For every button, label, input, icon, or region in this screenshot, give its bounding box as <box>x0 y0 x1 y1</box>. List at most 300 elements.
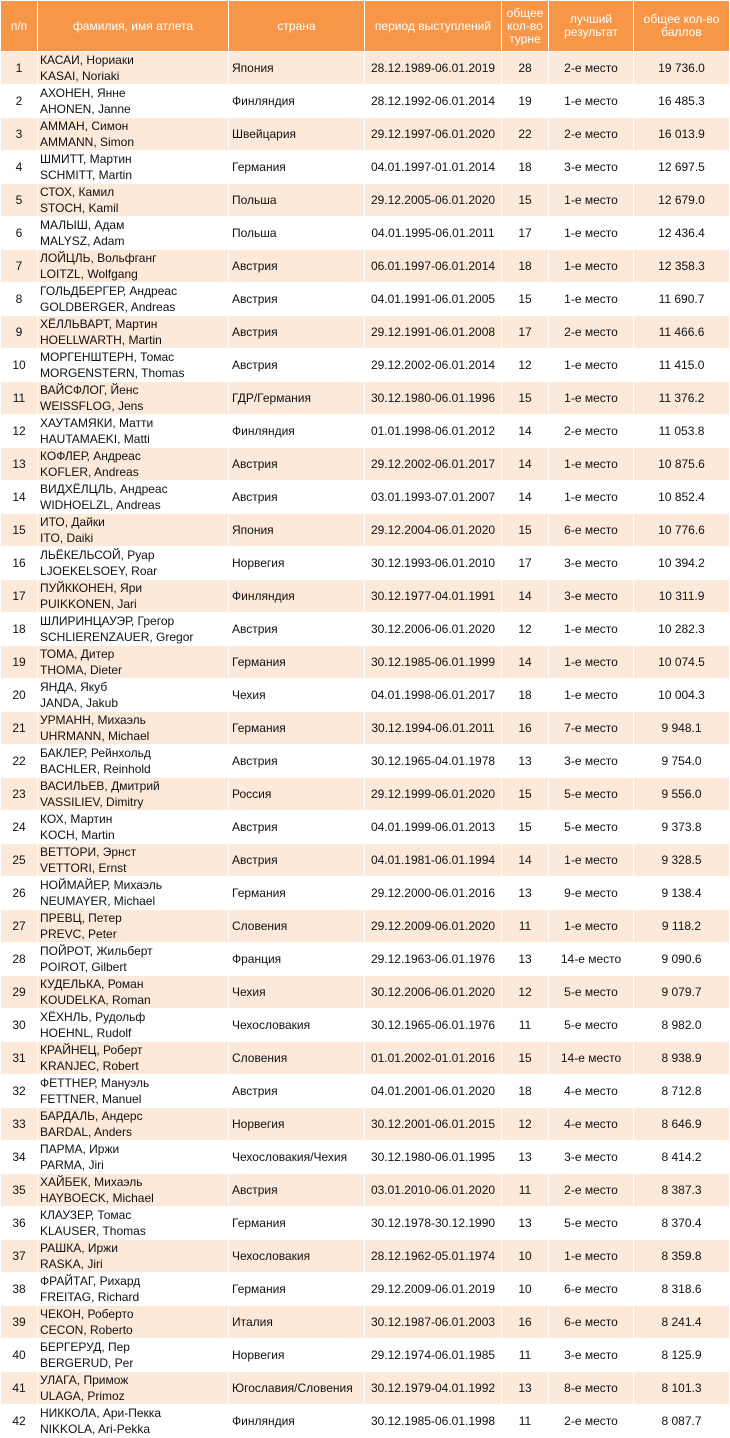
cell-num: 16 <box>1 547 38 580</box>
cell-athlete-name <box>38 976 229 1009</box>
cell-tours: 13 <box>502 745 549 778</box>
athlete-name-ru: КУДЕЛЬКА, Роман <box>40 977 144 991</box>
cell-num: 4 <box>1 151 38 184</box>
cell-tours: 16 <box>502 1306 549 1339</box>
cell-country: Германия <box>229 1207 365 1240</box>
athlete-name-latin: KOCH, Martin <box>40 828 115 842</box>
cell-tours: 17 <box>502 547 549 580</box>
cell-num: 29 <box>1 976 38 1009</box>
athlete-name-latin: RASKA, Jiri <box>40 1257 103 1271</box>
athlete-name-ru: ПУЙККОНЕН, Яри <box>40 581 143 595</box>
cell-best-result: 14-е место <box>549 943 634 976</box>
cell-country: Чехословакия <box>229 1240 365 1273</box>
cell-athlete-name <box>38 778 229 811</box>
cell-tours: 15 <box>502 514 549 547</box>
cell-tours: 18 <box>502 250 549 283</box>
athlete-name-latin: PUIKKONEN, Jari <box>40 597 137 611</box>
athlete-name-latin: CECON, Roberto <box>40 1323 133 1337</box>
cell-period: 30.12.1965-06.01.1976 <box>365 1009 502 1042</box>
cell-athlete-name <box>38 1372 229 1405</box>
cell-athlete-name <box>38 448 229 481</box>
cell-best-result: 1-е место <box>549 910 634 943</box>
table-row <box>1 1273 730 1306</box>
athlete-name-latin: VETTORI, Ernst <box>40 861 127 875</box>
athlete-name-latin: GOLDBERGER, Andreas <box>40 300 176 314</box>
cell-country: Чехия <box>229 976 365 1009</box>
cell-points: 9 118.2 <box>634 910 730 943</box>
cell-athlete-name <box>38 1075 229 1108</box>
table-row <box>1 349 730 382</box>
cell-num: 30 <box>1 1009 38 1042</box>
cell-athlete-name <box>38 415 229 448</box>
cell-num: 19 <box>1 646 38 679</box>
header-best: лучший результат <box>549 1 634 52</box>
athlete-name-latin: MORGENSTERN, Thomas <box>40 366 185 380</box>
cell-country: Финляндия <box>229 580 365 613</box>
cell-points: 8 370.4 <box>634 1207 730 1240</box>
cell-points: 10 394.2 <box>634 547 730 580</box>
cell-country: Германия <box>229 646 365 679</box>
cell-athlete-name <box>38 712 229 745</box>
cell-period: 06.01.1997-06.01.2014 <box>365 250 502 283</box>
cell-num: 12 <box>1 415 38 448</box>
cell-period: 30.12.1985-06.01.1998 <box>365 1405 502 1438</box>
cell-points: 10 875.6 <box>634 448 730 481</box>
cell-tours: 12 <box>502 976 549 1009</box>
cell-best-result: 1-е место <box>549 448 634 481</box>
cell-country: Финляндия <box>229 415 365 448</box>
cell-athlete-name <box>38 646 229 679</box>
cell-points: 8 646.9 <box>634 1108 730 1141</box>
cell-athlete-name <box>38 481 229 514</box>
athlete-name-ru: ВИДХЁЛЦЛЬ, Андреас <box>40 482 168 496</box>
athlete-name-latin: VASSILIEV, Dimitry <box>40 795 144 809</box>
cell-country: ГДР/Германия <box>229 382 365 415</box>
cell-num: 42 <box>1 1405 38 1438</box>
cell-tours: 14 <box>502 415 549 448</box>
cell-athlete-name <box>38 844 229 877</box>
table-row <box>1 646 730 679</box>
cell-tours: 11 <box>502 1174 549 1207</box>
cell-points: 12 436.4 <box>634 217 730 250</box>
cell-tours: 13 <box>502 877 549 910</box>
athlete-name-ru: УРМАНН, Михаэль <box>40 713 146 727</box>
athlete-name-ru: ПРЕВЦ, Петер <box>40 911 122 925</box>
cell-athlete-name <box>38 250 229 283</box>
cell-num: 18 <box>1 613 38 646</box>
cell-points: 8 087.7 <box>634 1405 730 1438</box>
athlete-name-ru: НОЙМАЙЕР, Михаэль <box>40 878 163 892</box>
cell-athlete-name <box>38 217 229 250</box>
table-row <box>1 316 730 349</box>
cell-tours: 12 <box>502 613 549 646</box>
cell-num: 1 <box>1 52 38 85</box>
cell-tours: 14 <box>502 448 549 481</box>
cell-country: Австрия <box>229 448 365 481</box>
cell-num: 28 <box>1 943 38 976</box>
cell-country: Франция <box>229 943 365 976</box>
cell-best-result: 1-е место <box>549 1240 634 1273</box>
athlete-name-ru: ЧЕКОН, Роберто <box>40 1307 134 1321</box>
cell-points: 9 373.8 <box>634 811 730 844</box>
cell-tours: 17 <box>502 316 549 349</box>
cell-num: 8 <box>1 283 38 316</box>
cell-country: Австрия <box>229 316 365 349</box>
cell-period: 04.01.1997-01.01.2014 <box>365 151 502 184</box>
cell-athlete-name <box>38 811 229 844</box>
cell-best-result: 6-е место <box>549 1306 634 1339</box>
athlete-name-latin: FREITAG, Richard <box>40 1290 140 1304</box>
cell-country: Австрия <box>229 1174 365 1207</box>
athlete-name-ru: ЛЬЁКЕЛЬСОЙ, Руар <box>40 548 155 562</box>
cell-country: Австрия <box>229 811 365 844</box>
cell-points: 12 697.5 <box>634 151 730 184</box>
cell-period: 30.12.1985-06.01.1999 <box>365 646 502 679</box>
cell-period: 30.12.1977-04.01.1991 <box>365 580 502 613</box>
athlete-name-ru: КАСАИ, Нориаки <box>40 53 134 67</box>
cell-num: 13 <box>1 448 38 481</box>
cell-period: 30.12.2006-06.01.2020 <box>365 976 502 1009</box>
cell-athlete-name <box>38 943 229 976</box>
cell-country: Словения <box>229 910 365 943</box>
cell-country: Норвегия <box>229 1339 365 1372</box>
cell-num: 14 <box>1 481 38 514</box>
cell-points: 8 387.3 <box>634 1174 730 1207</box>
cell-num: 26 <box>1 877 38 910</box>
athlete-name-latin: ITO, Daiki <box>40 531 94 545</box>
athlete-name-latin: LJOEKELSOEY, Roar <box>40 564 158 578</box>
cell-points: 8 318.6 <box>634 1273 730 1306</box>
cell-best-result: 1-е место <box>549 349 634 382</box>
cell-num: 7 <box>1 250 38 283</box>
cell-tours: 22 <box>502 118 549 151</box>
athlete-name-latin: WIDHOELZL, Andreas <box>40 498 161 512</box>
table-row <box>1 1141 730 1174</box>
cell-points: 9 090.6 <box>634 943 730 976</box>
table-row <box>1 283 730 316</box>
cell-num: 37 <box>1 1240 38 1273</box>
cell-best-result: 2-е место <box>549 316 634 349</box>
cell-tours: 13 <box>502 943 549 976</box>
athlete-name-latin: SCHLIERENZAUER, Gregor <box>40 630 194 644</box>
cell-athlete-name <box>38 745 229 778</box>
athlete-name-ru: КРАЙНЕЦ, Роберт <box>40 1043 143 1057</box>
athlete-name-ru: ТОМА, Дитер <box>40 647 115 661</box>
table-row <box>1 976 730 1009</box>
cell-country: Австрия <box>229 1075 365 1108</box>
athlete-name-ru: РАШКА, Иржи <box>40 1241 118 1255</box>
cell-points: 9 556.0 <box>634 778 730 811</box>
cell-period: 30.12.1993-06.01.2010 <box>365 547 502 580</box>
athlete-name-latin: KRANJEC, Robert <box>40 1059 139 1073</box>
cell-athlete-name <box>38 877 229 910</box>
athlete-name-ru: ФРАЙТАГ, Рихард <box>40 1274 141 1288</box>
athlete-name-latin: SCHMITT, Martin <box>40 168 133 182</box>
cell-athlete-name <box>38 1240 229 1273</box>
cell-period: 01.01.2002-01.01.2016 <box>365 1042 502 1075</box>
cell-tours: 10 <box>502 1273 549 1306</box>
cell-country: Австрия <box>229 613 365 646</box>
cell-tours: 15 <box>502 1042 549 1075</box>
cell-country: Югославия/Словения <box>229 1372 365 1405</box>
cell-period: 30.12.2001-06.01.2015 <box>365 1108 502 1141</box>
athlete-name-ru: МОРГЕНШТЕРН, Томас <box>40 350 175 364</box>
cell-tours: 10 <box>502 1240 549 1273</box>
cell-athlete-name <box>38 52 229 85</box>
athlete-name-latin: HAYBOECK, Michael <box>40 1191 154 1205</box>
cell-best-result: 7-е место <box>549 712 634 745</box>
athlete-name-ru: КОХ, Мартин <box>40 812 113 826</box>
athlete-name-latin: PREVC, Peter <box>40 927 117 941</box>
cell-best-result: 2-е место <box>549 415 634 448</box>
table-row <box>1 844 730 877</box>
cell-best-result: 1-е место <box>549 250 634 283</box>
athlete-name-ru: БЕРГЕРУД, Пер <box>40 1340 130 1354</box>
cell-best-result: 2-е место <box>549 1405 634 1438</box>
athlete-name-latin: NIKKOLA, Ari-Pekka <box>40 1422 151 1436</box>
cell-athlete-name <box>38 151 229 184</box>
athlete-name-latin: THOMA, Dieter <box>40 663 123 677</box>
cell-period: 30.12.2006-06.01.2020 <box>365 613 502 646</box>
cell-country: Польша <box>229 184 365 217</box>
athlete-name-ru: НИККОЛА, Ари-Пекка <box>40 1406 161 1420</box>
athlete-name-latin: AMMANN, Simon <box>40 135 135 149</box>
table-row <box>1 1339 730 1372</box>
table-row <box>1 679 730 712</box>
athlete-name-latin: KASAI, Noriaki <box>40 69 120 83</box>
cell-num: 15 <box>1 514 38 547</box>
cell-tours: 11 <box>502 1009 549 1042</box>
cell-points: 8 982.0 <box>634 1009 730 1042</box>
table-body <box>1 52 730 1438</box>
cell-points: 11 053.8 <box>634 415 730 448</box>
cell-points: 10 004.3 <box>634 679 730 712</box>
table-row <box>1 877 730 910</box>
cell-period: 29.12.2004-06.01.2020 <box>365 514 502 547</box>
cell-num: 32 <box>1 1075 38 1108</box>
athlete-name-ru: ПОЙРОТ, Жильберт <box>40 944 153 958</box>
table-row <box>1 811 730 844</box>
table-row <box>1 1405 730 1438</box>
cell-tours: 14 <box>502 580 549 613</box>
cell-tours: 15 <box>502 811 549 844</box>
cell-tours: 15 <box>502 382 549 415</box>
cell-num: 25 <box>1 844 38 877</box>
header-points: общее кол-во баллов <box>634 1 730 52</box>
cell-points: 9 948.1 <box>634 712 730 745</box>
cell-num: 5 <box>1 184 38 217</box>
cell-country: Япония <box>229 514 365 547</box>
cell-athlete-name <box>38 316 229 349</box>
cell-country: Финляндия <box>229 85 365 118</box>
cell-athlete-name <box>38 1108 229 1141</box>
cell-best-result: 1-е место <box>549 382 634 415</box>
cell-best-result: 1-е место <box>549 679 634 712</box>
cell-period: 04.01.2001-06.01.2020 <box>365 1075 502 1108</box>
athlete-name-ru: ФЕТТНЕР, Мануэль <box>40 1076 150 1090</box>
cell-athlete-name <box>38 547 229 580</box>
athlete-name-latin: HOELLWARTH, Martin <box>40 333 162 347</box>
cell-best-result: 6-е место <box>549 514 634 547</box>
cell-num: 6 <box>1 217 38 250</box>
cell-num: 31 <box>1 1042 38 1075</box>
cell-best-result: 2-е место <box>549 1174 634 1207</box>
cell-best-result: 3-е место <box>549 580 634 613</box>
table-row <box>1 217 730 250</box>
table-row <box>1 1240 730 1273</box>
cell-country: Норвегия <box>229 547 365 580</box>
cell-num: 38 <box>1 1273 38 1306</box>
athlete-name-ru: СТОХ, Камил <box>40 185 115 199</box>
cell-period: 30.12.1994-06.01.2011 <box>365 712 502 745</box>
cell-period: 29.12.1974-06.01.1985 <box>365 1339 502 1372</box>
athlete-name-ru: ПАРМА, Иржи <box>40 1142 120 1156</box>
cell-country: Россия <box>229 778 365 811</box>
athlete-name-ru: БАКЛЕР, Рейнхольд <box>40 746 151 760</box>
cell-tours: 11 <box>502 1339 549 1372</box>
table-row <box>1 382 730 415</box>
cell-tours: 18 <box>502 679 549 712</box>
cell-points: 10 311.9 <box>634 580 730 613</box>
cell-country: Австрия <box>229 349 365 382</box>
cell-tours: 15 <box>502 184 549 217</box>
cell-num: 10 <box>1 349 38 382</box>
table-row <box>1 1009 730 1042</box>
cell-num: 34 <box>1 1141 38 1174</box>
athlete-name-ru: ЯНДА, Якуб <box>40 680 108 694</box>
cell-tours: 14 <box>502 481 549 514</box>
athlete-name-ru: ШМИТТ, Мартин <box>40 152 132 166</box>
table-row <box>1 910 730 943</box>
cell-athlete-name <box>38 184 229 217</box>
athlete-name-latin: STOCH, Kamil <box>40 201 119 215</box>
table-row <box>1 514 730 547</box>
header-tours: общее кол-во турне <box>502 1 549 52</box>
cell-best-result: 3-е место <box>549 151 634 184</box>
cell-best-result: 6-е место <box>549 1273 634 1306</box>
athlete-name-ru: КЛАУЗЕР, Томас <box>40 1208 132 1222</box>
table-row <box>1 613 730 646</box>
cell-athlete-name <box>38 118 229 151</box>
athlete-name-ru: АММАН, Симон <box>40 119 129 133</box>
cell-athlete-name <box>38 514 229 547</box>
cell-tours: 11 <box>502 1405 549 1438</box>
athlete-name-ru: АХОНЕН, Янне <box>40 86 126 100</box>
cell-points: 11 415.0 <box>634 349 730 382</box>
table-row <box>1 1108 730 1141</box>
cell-period: 29.12.1997-06.01.2020 <box>365 118 502 151</box>
athlete-name-latin: KOUDELKA, Roman <box>40 993 151 1007</box>
athlete-name-ru: ХЁХНЛЬ, Рудольф <box>40 1010 146 1024</box>
cell-athlete-name <box>38 1174 229 1207</box>
cell-athlete-name <box>38 679 229 712</box>
cell-best-result: 1-е место <box>549 613 634 646</box>
cell-best-result: 3-е место <box>549 1141 634 1174</box>
cell-country: Словения <box>229 1042 365 1075</box>
cell-best-result: 4-е место <box>549 1108 634 1141</box>
cell-country: Финляндия <box>229 1405 365 1438</box>
cell-num: 9 <box>1 316 38 349</box>
cell-best-result: 3-е место <box>549 547 634 580</box>
table-row <box>1 118 730 151</box>
cell-country: Италия <box>229 1306 365 1339</box>
cell-points: 9 754.0 <box>634 745 730 778</box>
athlete-name-latin: PARMA, Jiri <box>40 1158 104 1172</box>
cell-points: 11 690.7 <box>634 283 730 316</box>
cell-points: 10 776.6 <box>634 514 730 547</box>
cell-num: 20 <box>1 679 38 712</box>
cell-best-result: 8-е место <box>549 1372 634 1405</box>
athlete-name-ru: ГОЛЬДБЕРГЕР, Андреас <box>40 284 178 298</box>
table-header-row <box>1 1 730 52</box>
cell-points: 8 241.4 <box>634 1306 730 1339</box>
athlete-name-latin: POIROT, Gilbert <box>40 960 127 974</box>
cell-tours: 18 <box>502 151 549 184</box>
athlete-name-latin: WEISSFLOG, Jens <box>40 399 144 413</box>
cell-num: 3 <box>1 118 38 151</box>
cell-period: 29.12.2002-06.01.2017 <box>365 448 502 481</box>
athlete-name-latin: KOFLER, Andreas <box>40 465 139 479</box>
athlete-name-ru: ШЛИРИНЦАУЭР, Грегор <box>40 614 175 628</box>
cell-points: 8 125.9 <box>634 1339 730 1372</box>
cell-period: 29.12.2002-06.01.2014 <box>365 349 502 382</box>
cell-country: Австрия <box>229 481 365 514</box>
cell-num: 35 <box>1 1174 38 1207</box>
cell-period: 30.12.1987-06.01.2003 <box>365 1306 502 1339</box>
cell-tours: 13 <box>502 1372 549 1405</box>
cell-points: 9 328.5 <box>634 844 730 877</box>
cell-athlete-name <box>38 1273 229 1306</box>
cell-period: 30.12.1965-04.01.1978 <box>365 745 502 778</box>
athlete-name-latin: KLAUSER, Thomas <box>40 1224 146 1238</box>
header-name: фамилия, имя атлета <box>38 1 229 52</box>
cell-tours: 12 <box>502 1108 549 1141</box>
cell-period: 28.12.1992-06.01.2014 <box>365 85 502 118</box>
athlete-name-latin: LOITZL, Wolfgang <box>40 267 138 281</box>
table-row <box>1 943 730 976</box>
athlete-name-latin: AHONEN, Janne <box>40 102 131 116</box>
cell-points: 12 679.0 <box>634 184 730 217</box>
athlete-name-ru: КОФЛЕР, Андреас <box>40 449 141 463</box>
cell-num: 17 <box>1 580 38 613</box>
cell-best-result: 1-е место <box>549 217 634 250</box>
cell-best-result: 5-е место <box>549 778 634 811</box>
athlete-name-ru: УЛАГА, Примож <box>40 1373 129 1387</box>
table-row <box>1 745 730 778</box>
cell-best-result: 1-е место <box>549 481 634 514</box>
cell-athlete-name <box>38 1306 229 1339</box>
cell-points: 19 736.0 <box>634 52 730 85</box>
cell-points: 8 359.8 <box>634 1240 730 1273</box>
table-row <box>1 184 730 217</box>
athlete-name-ru: ХАУТАМЯКИ, Матти <box>40 416 154 430</box>
athlete-name-latin: NEUMAYER, Michael <box>40 894 156 908</box>
table-row <box>1 580 730 613</box>
cell-athlete-name <box>38 1141 229 1174</box>
cell-points: 11 376.2 <box>634 382 730 415</box>
cell-points: 9 079.7 <box>634 976 730 1009</box>
cell-country: Германия <box>229 151 365 184</box>
cell-tours: 28 <box>502 52 549 85</box>
cell-best-result: 1-е место <box>549 646 634 679</box>
cell-best-result: 9-е место <box>549 877 634 910</box>
cell-num: 11 <box>1 382 38 415</box>
cell-country: Чехословакия <box>229 1009 365 1042</box>
cell-points: 16 485.3 <box>634 85 730 118</box>
athlete-name-latin: FETTNER, Manuel <box>40 1092 142 1106</box>
cell-period: 29.12.2000-06.01.2016 <box>365 877 502 910</box>
header-num: п/п <box>1 1 38 52</box>
